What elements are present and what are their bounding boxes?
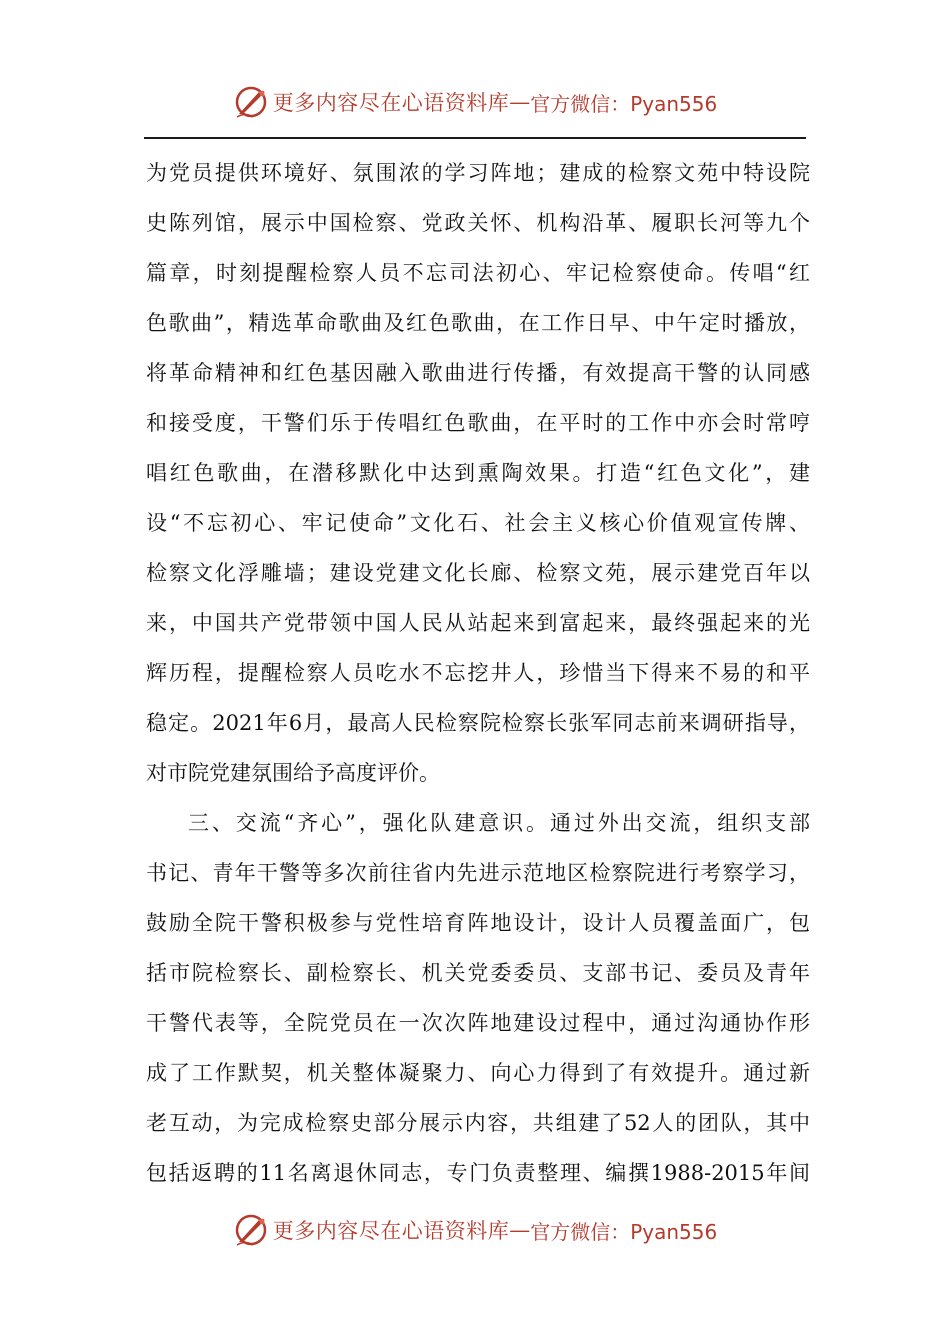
wechat-text: 官方微信：Pyan556 <box>530 91 718 116</box>
text-line: 鼓励全院干警积极参与党性培育阵地设计，设计人员覆盖面广，包 <box>146 911 810 935</box>
text-line: 成了工作默契，机关整体凝聚力、向心力得到了有效提升。通过新 <box>146 1061 810 1085</box>
text-line: 为党员提供环境好、氛围浓的学习阵地；建成的检察文苑中特设院 <box>146 161 810 185</box>
text-line: 篇章，时刻提醒检察人员不忘司法初心、牢记检察使命。传唱“红 <box>146 261 810 285</box>
text-line: 包括返聘的11名离退休同志，专门负责整理、编撰1988-2015年间 <box>146 1161 810 1185</box>
text-line: 唱红色歌曲，在潜移默化中达到熏陶效果。打造“红色文化”，建 <box>146 461 810 485</box>
text-line: 检察文化浮雕墙；建设党建文化长廊、检察文苑，展示建党百年以 <box>146 561 810 585</box>
separator-dash: — <box>509 90 531 114</box>
brand-text: 更多内容尽在心语资料库 <box>272 91 510 115</box>
text-line: 干警代表等，全院党员在一次次阵地建设过程中，通过沟通协作形 <box>146 1011 810 1035</box>
text-line: 老互动，为完成检察史部分展示内容，共组建了52人的团队，其中 <box>146 1111 810 1135</box>
brand-text: 更多内容尽在心语资料库 <box>272 1219 510 1243</box>
footer-banner <box>0 1206 950 1254</box>
separator-dash: — <box>509 1218 531 1242</box>
text-line: 设“不忘初心、牢记使命”文化石、社会主义核心价值观宣传牌、 <box>146 511 810 535</box>
paragraph <box>146 148 810 798</box>
text-line: 和接受度，干警们乐于传唱红色歌曲，在平时的工作中亦会时常哼 <box>146 411 810 435</box>
text-line: 来，中国共产党带领中国人民从站起来到富起来，最终强起来的光 <box>146 611 810 635</box>
header-banner <box>0 78 950 126</box>
text-line: 色歌曲”，精选革命歌曲及红色歌曲，在工作日早、中午定时播放， <box>146 311 810 335</box>
text-line: 括市院检察长、副检察长、机关党委委员、支部书记、委员及青年 <box>146 961 810 985</box>
text-line: 三、交流“齐心”，强化队建意识。通过外出交流，组织支部 <box>188 811 810 835</box>
document-body <box>146 148 810 1198</box>
text-line: 书记、青年干警等多次前往省内先进示范地区检察院进行考察学习， <box>146 861 810 885</box>
text-line: 辉历程，提醒检察人员吃水不忘挖井人，珍惜当下得来不易的和平 <box>146 661 810 685</box>
quill-logo-icon <box>233 84 269 120</box>
wechat-text: 官方微信：Pyan556 <box>530 1219 718 1244</box>
text-line: 对市院党建氛围给予高度评价。 <box>146 761 440 785</box>
text-line: 将革命精神和红色基因融入歌曲进行传播，有效提高干警的认同感 <box>146 361 810 385</box>
header-rule <box>144 137 806 139</box>
text-line: 史陈列馆，展示中国检察、党政关怀、机构沿革、履职长河等九个 <box>146 211 810 235</box>
paragraph <box>146 798 810 1198</box>
quill-logo-icon <box>233 1212 269 1248</box>
text-line: 稳定。2021年6月，最高人民检察院检察长张军同志前来调研指导， <box>146 711 810 735</box>
